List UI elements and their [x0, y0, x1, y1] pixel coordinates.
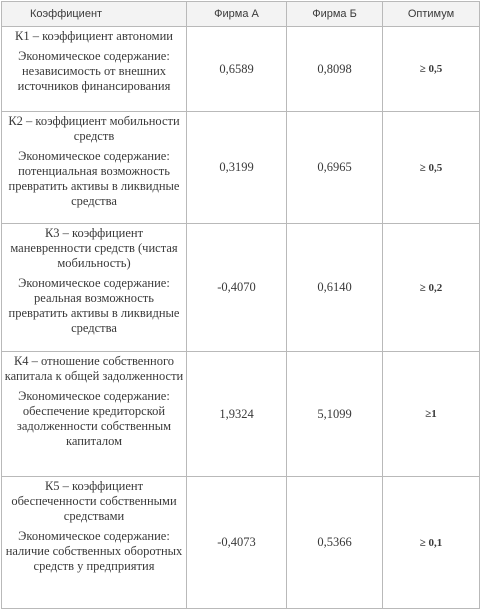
table-row — [2, 112, 480, 224]
coefficient-cell — [2, 27, 187, 112]
firm-a-value: 0,6589 — [187, 27, 287, 112]
optimum-value: ≥ 0,1 — [383, 477, 480, 609]
economic-meaning: Экономическое содержание: реальная возможность превратить активы в ликвидные средства — [8, 276, 180, 335]
firm-a-value: 0,3199 — [187, 112, 287, 224]
economic-meaning: Экономическое содержание: обеспечение кредиторской задолженности собственным капиталом — [16, 389, 172, 448]
coefficient-name: К1 – коэффициент автономии — [15, 29, 173, 43]
firm-b-value: 0,6140 — [287, 224, 383, 352]
coefficient-cell — [2, 112, 187, 224]
optimum-value: ≥ 0,2 — [383, 224, 480, 352]
firm-b-value: 0,5366 — [287, 477, 383, 609]
coefficient-cell — [2, 477, 187, 609]
coefficient-name: К5 – коэффициент обеспеченности собственными средствами — [11, 479, 177, 523]
coefficient-name: К3 – коэффициент маневренности средств (чистая мобильность) — [10, 226, 178, 270]
table-row — [2, 27, 480, 112]
optimum-value: ≥1 — [383, 352, 480, 477]
coefficient-name: К2 – коэффициент мобильности средств — [8, 114, 180, 143]
coefficient-name: К4 – отношение собственного капитала к общей задолженности — [4, 354, 184, 383]
header-optimum: Оптимум — [383, 2, 480, 27]
coefficient-cell — [2, 352, 187, 477]
header-firm-b: Фирма Б — [287, 2, 383, 27]
firm-b-value: 0,6965 — [287, 112, 383, 224]
economic-meaning: Экономическое содержание: независимость от внешних источников финансирования — [17, 49, 171, 93]
header-coefficient: Коэффициент — [2, 2, 187, 27]
coefficient-cell — [2, 224, 187, 352]
firm-a-value: -0,4073 — [187, 477, 287, 609]
table-row — [2, 224, 480, 352]
firm-b-value: 0,8098 — [287, 27, 383, 112]
optimum-value: ≥ 0,5 — [383, 27, 480, 112]
optimum-value: ≥ 0,5 — [383, 112, 480, 224]
table-row — [2, 477, 480, 609]
table-row — [2, 352, 480, 477]
firm-a-value: -0,4070 — [187, 224, 287, 352]
table-header-row — [2, 2, 480, 27]
header-firm-a: Фирма А — [187, 2, 287, 27]
firm-b-value: 5,1099 — [287, 352, 383, 477]
firm-a-value: 1,9324 — [187, 352, 287, 477]
coefficients-table — [1, 1, 480, 609]
economic-meaning: Экономическое содержание: потенциальная возможность превратить активы в ликвидные средства — [8, 149, 180, 208]
economic-meaning: Экономическое содержание: наличие собственных оборотных средств у предприятия — [5, 529, 183, 573]
